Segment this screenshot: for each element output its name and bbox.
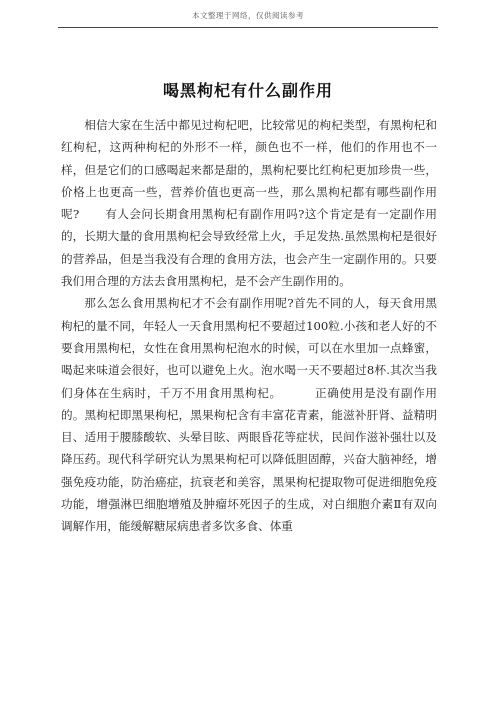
header-divider — [58, 27, 438, 28]
paragraph-1-text-a: 相信大家在生活中都见过枸杞吧，比较常见的枸杞类型，有黑枸杞和红枸杞，这两种枸杞的外形不一样，颜色也不一样，他们的作用也不一样，但是它们的口感喝起来都是甜的，黑枸杞要比红枸杞更加珍贵一些，价格上也更高一些，营养价值也更高一些，那么黑枸杞都有哪些副作用呢? — [61, 118, 437, 222]
paragraph-1 — [61, 114, 437, 292]
document-title: 喝黑枸杞有什么副作用 — [162, 81, 333, 100]
paragraph-2-text-b: 正确使用是没有副作用的。黑枸杞即黑果枸杞，黑果枸杞含有丰富花青素，能滋补肝肾、益精明目、适用于腰膝酸软、头晕目眩、两眼昏花等症状，民间作滋补强壮以及降压药。现代科学研究认为黑果枸杞可以降低胆固醇，兴奋大脑神经，增强免疫功能，防治癌症，抗衰老和美容，黑果枸杞提取物可促进细胞免疫功能，增强淋巴细胞增殖及肿瘤坏死因子的生成，对白细胞介素Ⅱ有双向调解作用，能缓解糖尿病患者多饮多食、体重 — [61, 385, 437, 534]
document-body — [61, 114, 437, 538]
paragraph-1-text-b: 有人会问长期食用黑枸杞有副作用吗?这个肯定是有一定副作用的，长期大量的食用黑枸杞会导致经常上火，手足发热.虽然黑枸杞是很好的营养品，但是当我没有合理的食用方法，也会产生一定副作用的。只要我们用合理的方法去食用黑枸杞，是不会产生副作用的。 — [61, 207, 438, 289]
paragraph-2 — [61, 292, 437, 537]
paragraph-2-text-a: 那么怎么食用黑枸杞才不会有副作用呢?首先不同的人，每天食用黑枸杞的量不同，年轻人一天食用黑枸杞不要超过100粒.小孩和老人好的不要食用黑枸杞，女性在食用黑枸杞泡水的时候，可以在水里加一点蜂蜜，喝起来味道会很好，也可以避免上火。泡水喝一天不要超过8杯.其次当我们身体在生病时，千万不用食用黑枸杞。 — [61, 296, 437, 400]
header-note: 本文整理于网络，仅供阅读参考 — [192, 11, 304, 20]
